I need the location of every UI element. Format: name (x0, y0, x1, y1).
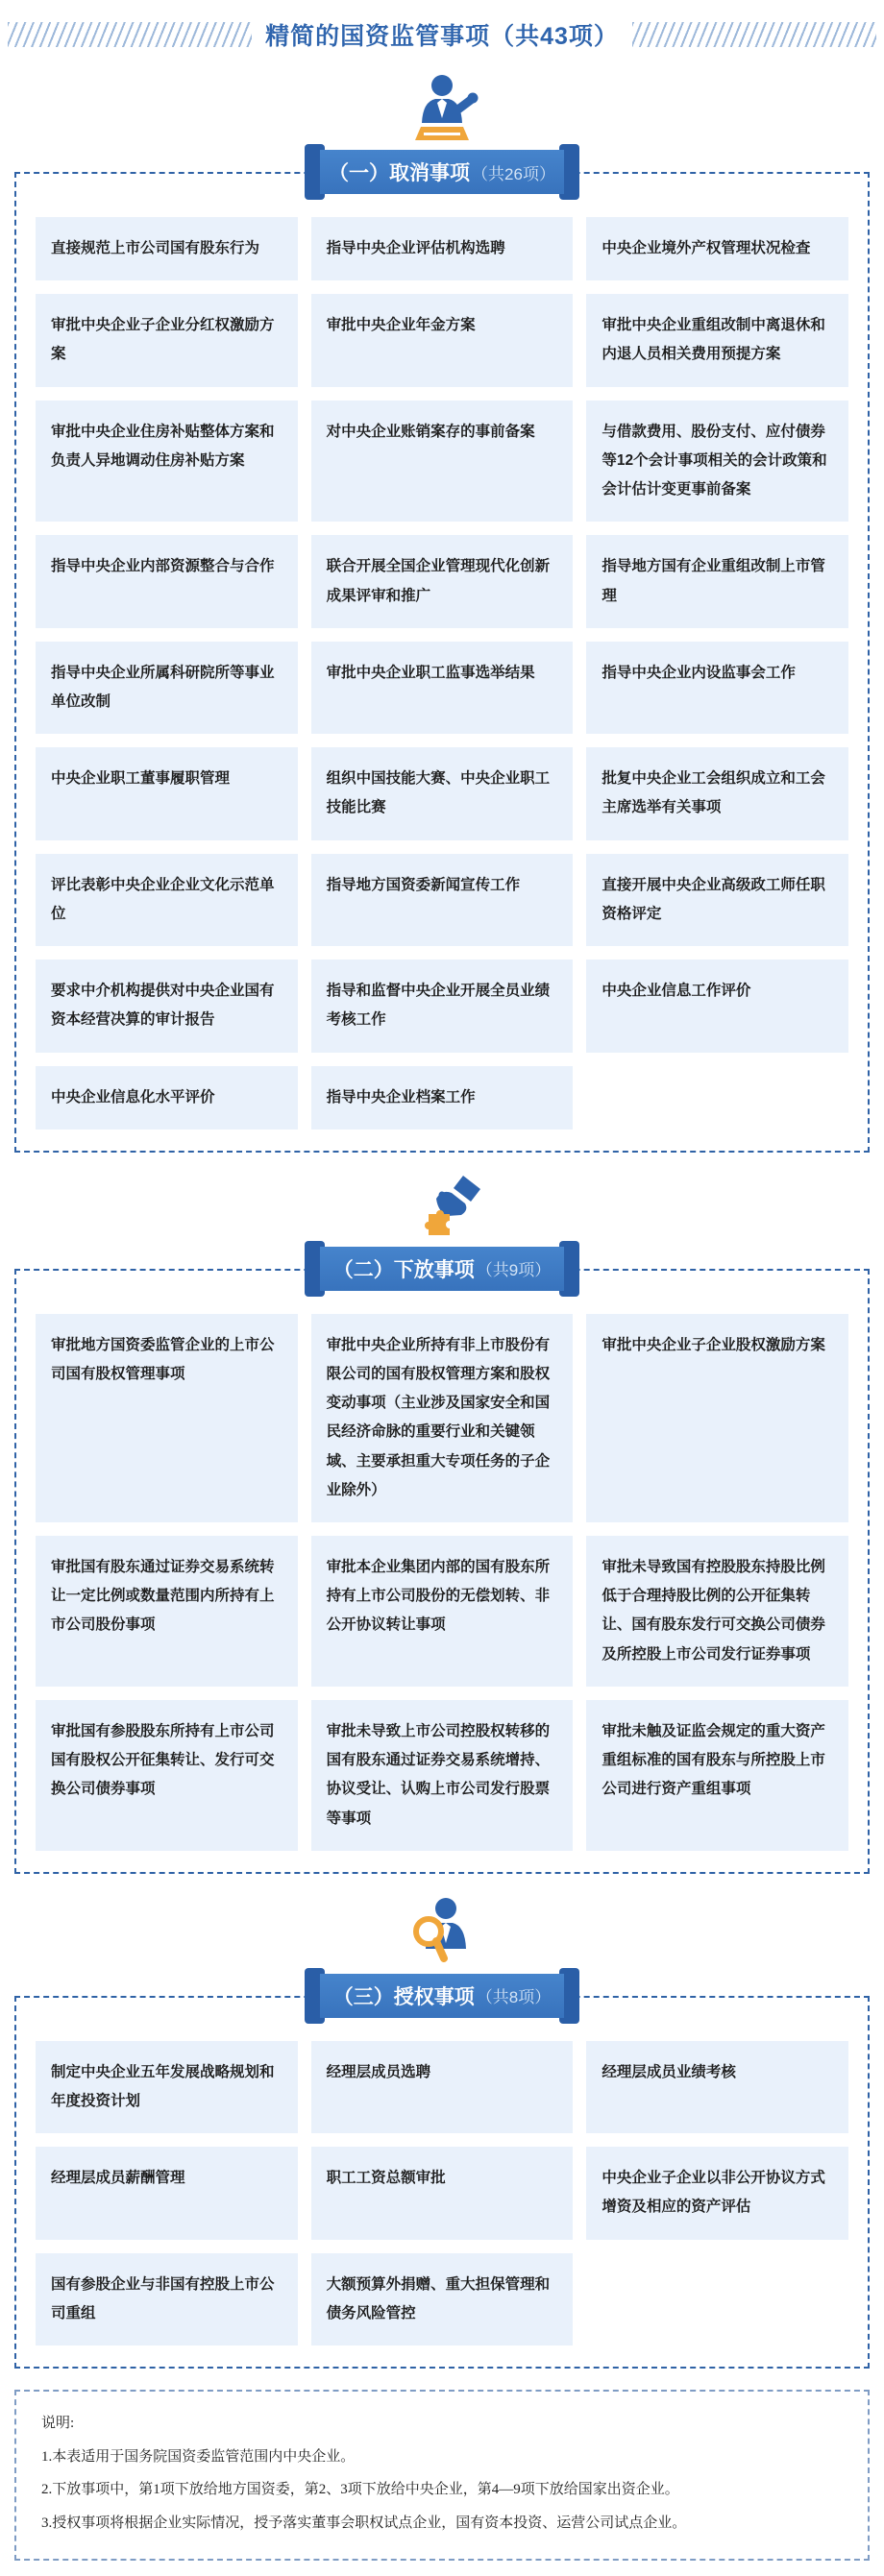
item-cell: 国有参股企业与非国有控股上市公司重组 (36, 2253, 298, 2345)
item-cell: 对中央企业账销案存的事前备案 (311, 401, 574, 522)
magnifier-person-icon (14, 1895, 870, 1978)
section-title: （一）取消事项 (329, 162, 471, 184)
item-cell: 审批未导致上市公司控股权转移的国有股东通过证券交易系统增持、协议受让、认购上市公司发行股票等事项 (311, 1700, 574, 1851)
item-cell: 指导中央企业内设监事会工作 (586, 642, 848, 734)
item-cell: 审批中央企业子企业分红权激励方案 (36, 294, 298, 386)
item-cell: 审批中央企业所持有非上市股份有限公司的国有股权管理方案和股权变动事项（主业涉及国家安全和国民经济命脉的重要行业和关键领域、主要承担重大专项任务的子企业除外） (311, 1314, 574, 1522)
section-body (14, 1996, 870, 2369)
item-cell: 中央企业境外产权管理状况检查 (586, 217, 848, 280)
diagonal-stripe-decoration (632, 22, 876, 47)
item-cell: 直接开展中央企业高级政工师任职资格评定 (586, 854, 848, 946)
item-cell: 指导地方国资委新闻宣传工作 (311, 854, 574, 946)
item-cell: 审批中央企业住房补贴整体方案和负责人异地调动住房补贴方案 (36, 401, 298, 522)
item-cell: 指导中央企业所属科研院所等事业单位改制 (36, 642, 298, 734)
notes-title: 说明: (41, 2416, 75, 2432)
item-cell: 组织中国技能大赛、中央企业职工技能比赛 (311, 747, 574, 839)
diagonal-stripe-decoration (8, 22, 252, 47)
items-grid (36, 1314, 848, 1851)
podium-speaker-icon (14, 73, 870, 154)
item-cell: 大额预算外捐赠、重大担保管理和债务风险管控 (311, 2253, 574, 2345)
item-cell: 中央企业信息化水平评价 (36, 1066, 298, 1130)
section-count: （共26项） (472, 164, 555, 183)
section-body (14, 1269, 870, 1874)
notes-lines (41, 2441, 843, 2540)
item-cell: 制定中央企业五年发展战略规划和年度投资计划 (36, 2041, 298, 2133)
note-line: 1.本表适用于国务院国资委监管范围内中央企业。 (41, 2448, 356, 2465)
item-cell: 评比表彰中央企业企业文化示范单位 (36, 854, 298, 946)
item-cell: 指导地方国有企业重组改制上市管理 (586, 535, 848, 627)
section-authorized-items (14, 1895, 870, 2369)
item-cell: 指导中央企业档案工作 (311, 1066, 574, 1130)
section-body (14, 172, 870, 1153)
note-line: 2.下放事项中，第1项下放给地方国资委，第2、3项下放给中央企业，第4—9项下放给国家出资企业。 (41, 2482, 679, 2498)
item-cell: 审批中央企业子企业股权激励方案 (586, 1314, 848, 1522)
section-title: （三）授权事项 (332, 1985, 475, 2008)
items-grid (36, 217, 848, 1130)
hand-puzzle-icon (14, 1174, 870, 1251)
item-cell: 直接规范上市公司国有股东行为 (36, 217, 298, 280)
section-count: （共9项） (476, 1261, 552, 1280)
item-cell: 经理层成员薪酬管理 (36, 2147, 298, 2239)
item-cell: 中央企业信息工作评价 (586, 960, 848, 1052)
item-cell: 联合开展全国企业管理现代化创新成果评审和推广 (311, 535, 574, 627)
item-cell: 指导和监督中央企业开展全员业绩考核工作 (311, 960, 574, 1052)
item-cell: 批复中央企业工会组织成立和工会主席选举有关事项 (586, 747, 848, 839)
page-title: 精简的国资监管事项（共43项） (265, 23, 619, 50)
item-cell: 审批未触及证监会规定的重大资产重组标准的国有股东与所控股上市公司进行资产重组事项 (586, 1700, 848, 1851)
section-banner (310, 1247, 574, 1291)
item-cell: 审批中央企业重组改制中离退休和内退人员相关费用预提方案 (586, 294, 848, 386)
page-header (8, 17, 876, 52)
item-cell: 指导中央企业评估机构选聘 (311, 217, 574, 280)
item-cell: 审批未导致国有控股股东持股比例低于合理持股比例的公开征集转让、国有股东发行可交换公司债券及所控股上市公司发行证券事项 (586, 1536, 848, 1687)
item-cell: 经理层成员业绩考核 (586, 2041, 848, 2133)
section-banner (310, 150, 574, 194)
section-cancelled-items (14, 73, 870, 1153)
item-cell: 审批中央企业职工监事选举结果 (311, 642, 574, 734)
item-cell: 中央企业职工董事履职管理 (36, 747, 298, 839)
item-cell: 审批中央企业年金方案 (311, 294, 574, 386)
item-cell: 职工工资总额审批 (311, 2147, 574, 2239)
item-cell: 审批本企业集团内部的国有股东所持有上市公司股份的无偿划转、非公开协议转让事项 (311, 1536, 574, 1687)
section-delegated-items (14, 1174, 870, 1874)
section-banner (310, 1974, 574, 2018)
section-count: （共8项） (476, 1988, 552, 2007)
items-grid (36, 2041, 848, 2345)
note-line: 3.授权事项将根据企业实际情况，授予落实董事会职权试点企业，国有资本投资、运营公司试点企业。 (41, 2515, 687, 2531)
item-cell: 指导中央企业内部资源整合与合作 (36, 535, 298, 627)
section-title: （二）下放事项 (332, 1258, 475, 1281)
item-cell: 中央企业子企业以非公开协议方式增资及相应的资产评估 (586, 2147, 848, 2239)
item-cell: 经理层成员选聘 (311, 2041, 574, 2133)
item-cell: 审批地方国资委监管企业的上市公司国有股权管理事项 (36, 1314, 298, 1522)
item-cell: 与借款费用、股份支付、应付债券等12个会计事项相关的会计政策和会计估计变更事前备案 (586, 401, 848, 522)
item-cell: 要求中介机构提供对中央企业国有资本经营决算的审计报告 (36, 960, 298, 1052)
item-cell: 审批国有股东通过证券交易系统转让一定比例或数量范围内所持有上市公司股份事项 (36, 1536, 298, 1687)
notes-box (14, 2390, 870, 2561)
item-cell: 审批国有参股股东所持有上市公司国有股权公开征集转让、发行可交换公司债券事项 (36, 1700, 298, 1851)
